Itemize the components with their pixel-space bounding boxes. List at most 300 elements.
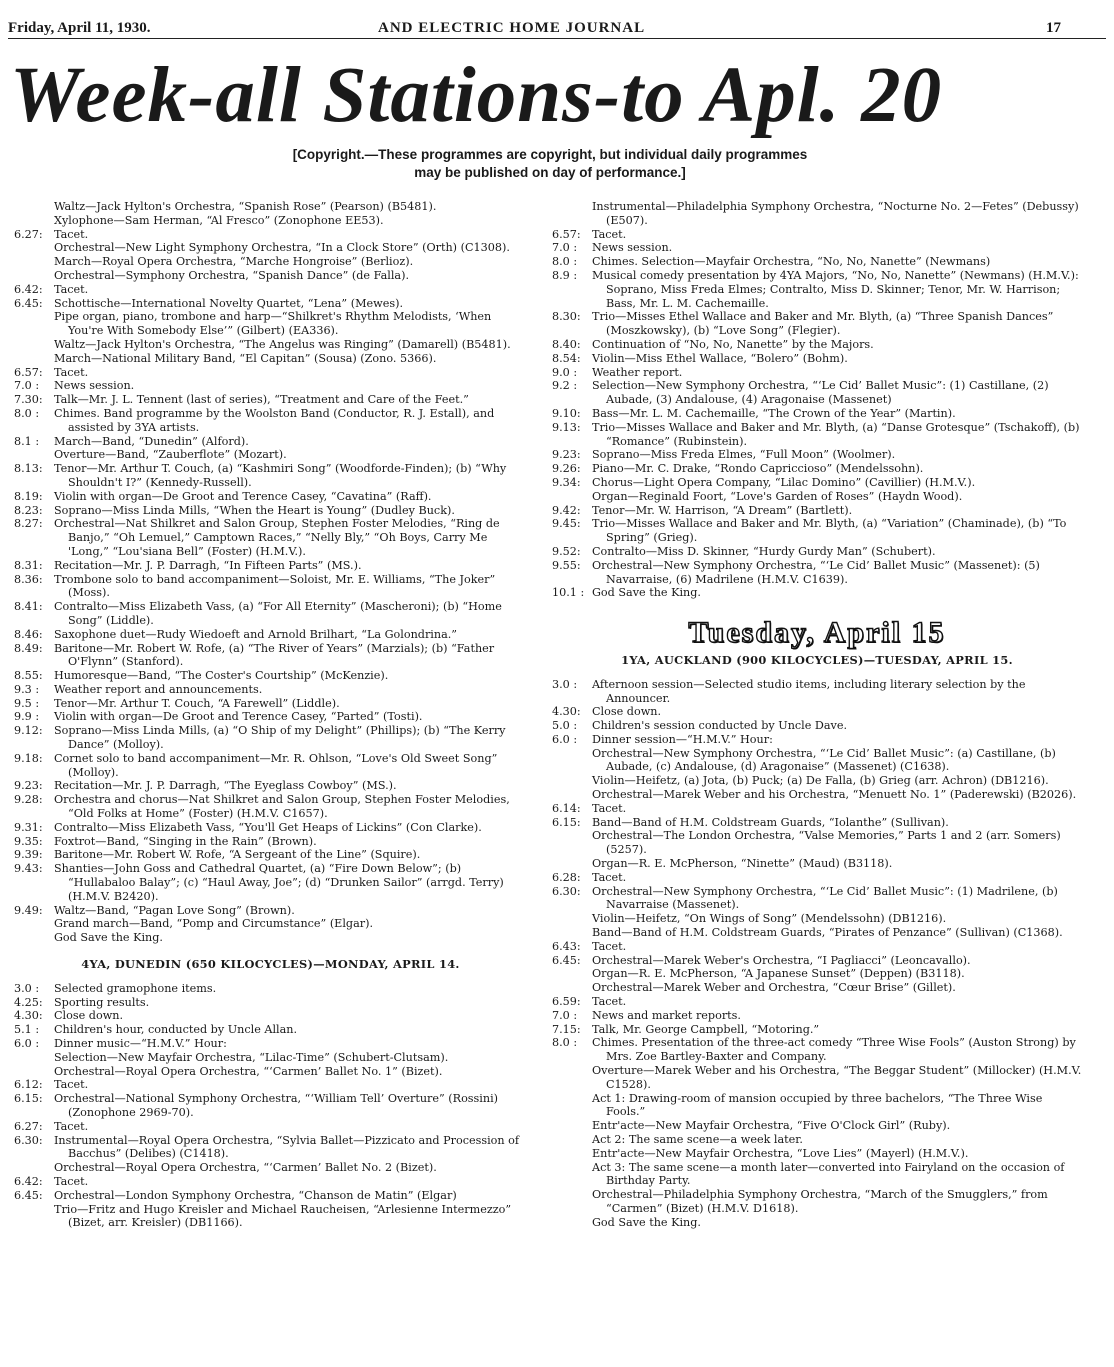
entry-text: Organ—R. E. McPherson, “A Japanese Sunset” (Deppen) (B3118). — [592, 967, 965, 981]
programme-entry — [14, 407, 527, 435]
programme-entry — [14, 379, 527, 393]
programme-entry — [14, 462, 527, 490]
programme-entry — [14, 504, 527, 518]
entry-text: Instrumental—Royal Opera Orchestra, “Sylvia Ballet—Pizzicato and Procession of Bacchus” (Delibes) (C1418). — [54, 1133, 520, 1161]
day-heading: Tuesday, April 15 — [688, 616, 946, 650]
programme-entry — [552, 1216, 1082, 1230]
entry-text: God Save the King. — [54, 931, 163, 945]
entry-text: Orchestral—Royal Opera Orchestra, “‘Carmen’ Ballet No. 1” (Bizet). — [54, 1064, 443, 1078]
entry-text: Orchestral—Marek Weber and Orchestra, “Cœur Brise” (Gillet). — [592, 981, 956, 995]
entry-text: Violin with organ—De Groot and Terence Casey, “Cavatina” (Raff). — [54, 489, 432, 503]
programme-entry — [552, 379, 1082, 407]
programme-entry — [552, 788, 1082, 802]
programme-entry — [14, 573, 527, 601]
entry-time: 6.15: — [14, 1092, 43, 1106]
programme-entry — [552, 871, 1082, 885]
entry-time: 9.39: — [14, 848, 43, 862]
entry-text: Children's hour, conducted by Uncle Allan. — [54, 1023, 298, 1037]
entry-text: Selected gramophone items. — [54, 981, 217, 995]
entry-time: 8.54: — [552, 351, 581, 365]
programme-entry — [552, 338, 1082, 352]
programme-entry — [14, 283, 527, 297]
programme-entry — [14, 752, 527, 780]
entry-text: Xylophone—Sam Herman, “Al Fresco” (Zonophone EE53). — [54, 213, 384, 227]
programme-entry — [552, 774, 1082, 788]
entry-time: 8.27: — [14, 517, 43, 531]
entry-text: Selection—New Mayfair Orchestra, “Lilac-Time” (Schubert-Clutsam). — [54, 1050, 449, 1064]
entry-text: Trio—Misses Wallace and Baker and Mr. Blyth, (a) “Variation” (Chaminade), (b) “To Spring” (Grieg). — [592, 517, 1067, 545]
programme-entry — [552, 1036, 1082, 1064]
programme-entry — [14, 1134, 527, 1162]
programme-entry — [552, 586, 1082, 600]
programme-entry — [552, 448, 1082, 462]
entry-text: Chorus—Light Opera Company, “Lilac Domino” (Cavillier) (H.M.V.). — [592, 475, 976, 489]
entry-text: Close down. — [592, 705, 662, 719]
journal-name: AND ELECTRIC HOME JOURNAL — [378, 20, 646, 36]
programme-entry — [552, 829, 1082, 857]
entry-time: 9.2 : — [552, 379, 578, 393]
entry-text: Grand march—Band, “Pomp and Circumstance” (Elgar). — [54, 917, 374, 931]
entry-text: Dinner session—“H.M.V.” Hour: — [592, 732, 773, 746]
programme-entry — [552, 747, 1082, 775]
entry-time: 7.0 : — [14, 379, 40, 393]
entry-text: Tacet. — [592, 801, 627, 815]
entry-text: Chimes. Presentation of the three-act comedy “Three Wise Fools” (Auston Strong) by Mrs. Zoe Bartley-Baxter and Company. — [592, 1036, 1076, 1064]
programme-entry — [14, 241, 527, 255]
programme-entry — [14, 793, 527, 821]
entry-time: 9.23: — [14, 779, 43, 793]
entry-time: 9.0 : — [552, 365, 578, 379]
programme-list-dunedin — [14, 982, 527, 1230]
entry-text: Saxophone duet—Rudy Wiedoeft and Arnold Brilhart, “La Golondrina.” — [54, 627, 458, 641]
entry-text: Trio—Misses Ethel Wallace and Baker and Mr. Blyth, (a) “Three Spanish Dances” (Moszkowsky), (b) “Love Song” (Flegier). — [592, 310, 1054, 338]
entry-text: Tacet. — [592, 995, 627, 1009]
programme-entry — [14, 517, 527, 558]
entry-time: 6.57: — [552, 227, 581, 241]
entry-text: Schottische—International Novelty Quartet, “Lena” (Mewes). — [54, 296, 403, 310]
entry-text: Orchestral—Marek Weber and his Orchestra, “Menuett No. 1” (Paderewski) (B2026). — [592, 788, 1077, 802]
entry-time: 7.15: — [552, 1022, 581, 1036]
entry-time: 6.12: — [14, 1078, 43, 1092]
entry-text: Tacet. — [54, 1174, 89, 1188]
programme-entry — [552, 407, 1082, 421]
entry-text: Soprano—Miss Linda Mills, “When the Heart is Young” (Dudley Buck). — [54, 503, 455, 517]
entry-time: 9.31: — [14, 820, 43, 834]
entry-time: 4.25: — [14, 995, 43, 1009]
entry-time: 8.1 : — [14, 434, 40, 448]
page-number: 17 — [1046, 20, 1061, 36]
entry-text: Chimes. Band programme by the Woolston Band (Conductor, R. J. Estall), and assisted by 3YA artists. — [54, 406, 495, 434]
entry-text: Humoresque—Band, “The Coster's Courtship” (McKenzie). — [54, 669, 389, 683]
programme-entry — [14, 835, 527, 849]
programme-entry — [14, 366, 527, 380]
right-column — [552, 200, 1082, 1230]
entry-text: March—Royal Opera Orchestra, “Marche Hongroise” (Berlioz). — [54, 255, 414, 269]
entry-time: 6.45: — [552, 953, 581, 967]
programme-entry — [14, 996, 527, 1010]
entry-text: Orchestral—New Symphony Orchestra, “‘Le Cid’ Ballet Music” (Massenet): (5) Navarraise, (6) Madrilene (H.M.V. C1639). — [592, 558, 1040, 586]
programme-entry — [14, 269, 527, 283]
entry-time: 9.26: — [552, 462, 581, 476]
programme-entry — [14, 1009, 527, 1023]
programme-entry — [552, 705, 1082, 719]
programme-entry — [14, 1203, 527, 1231]
programme-entry — [552, 1064, 1082, 1092]
programme-entry — [552, 1147, 1082, 1161]
programme-list-left — [14, 200, 527, 945]
programme-entry — [552, 816, 1082, 830]
programme-entry — [552, 504, 1082, 518]
issue-date: Friday, April 11, 1930. — [8, 20, 151, 36]
entry-text: Shanties—John Goss and Cathedral Quartet, (a) “Fire Down Below”; (b) “Hullabaloo Balay”; (c) “Haul Away, Joe”; (d) “Drunken Sailor” (arrgd. Terry) (H.M.V. B2420). — [54, 862, 504, 903]
entry-text: Selection—New Symphony Orchestra, “‘Le Cid’ Ballet Music”: (1) Castillane, (2) Aubade, (3) Andalouse, (4) Aragonaise (Massenet) — [592, 379, 1049, 407]
entry-time: 6.27: — [14, 1119, 43, 1133]
programme-entry — [14, 917, 527, 931]
entry-text: Tenor—Mr. Arthur T. Couch, “A Farewell” (Liddle). — [54, 696, 340, 710]
programme-entry — [552, 981, 1082, 995]
entry-time: 6.30: — [14, 1133, 43, 1147]
entry-time: 9.49: — [14, 903, 43, 917]
entry-time: 9.28: — [14, 793, 43, 807]
entry-text: Entr'acte—New Mayfair Orchestra, “Five O'Clock Girl” (Ruby). — [592, 1119, 951, 1133]
entry-time: 9.45: — [552, 517, 581, 531]
entry-text: Weather report and announcements. — [54, 682, 263, 696]
entry-time: 10.1 : — [552, 586, 585, 600]
programme-entry — [552, 926, 1082, 940]
entry-time: 5.0 : — [552, 719, 578, 733]
programme-list-auckland — [552, 678, 1082, 1230]
entry-time: 6.15: — [552, 815, 581, 829]
entry-time: 9.43: — [14, 862, 43, 876]
entry-text: Children's session conducted by Uncle Dave. — [592, 719, 848, 733]
entry-text: God Save the King. — [592, 1215, 701, 1229]
programme-entry — [552, 545, 1082, 559]
entry-time: 6.14: — [552, 801, 581, 815]
entry-text: Violin—Miss Ethel Wallace, “Bolero” (Bohm). — [592, 351, 848, 365]
entry-time: 6.30: — [552, 884, 581, 898]
entry-time: 8.0 : — [14, 406, 40, 420]
programme-entry — [14, 214, 527, 228]
entry-text: Trio—Misses Wallace and Baker and Mr. Blyth, (a) “Danse Grotesque” (Tschakoff), (b) “Romance” (Rubinstein). — [592, 420, 1080, 448]
programme-entry — [552, 1009, 1082, 1023]
programme-entry — [14, 1023, 527, 1037]
programme-entry — [552, 490, 1082, 504]
entry-time: 6.42: — [14, 282, 43, 296]
programme-entry — [14, 821, 527, 835]
programme-entry — [14, 710, 527, 724]
entry-text: Tacet. — [592, 939, 627, 953]
entry-time: 9.5 : — [14, 696, 40, 710]
entry-time: 8.0 : — [552, 1036, 578, 1050]
entry-text: Overture—Marek Weber and his Orchestra, “The Beggar Student” (Millocker) (H.M.V. C1528). — [592, 1064, 1082, 1091]
entry-text: Sporting results. — [54, 995, 150, 1009]
entry-text: Entr'acte—New Mayfair Orchestra, “Love Lies” (Mayerl) (H.M.V.). — [592, 1146, 969, 1160]
page-title: Week-all Stations-to Apl. 20 — [10, 52, 943, 139]
entry-text: March—Band, “Dunedin” (Alford). — [54, 434, 249, 448]
entry-time: 6.57: — [14, 365, 43, 379]
entry-time: 7.0 : — [552, 241, 578, 255]
programme-entry — [552, 954, 1082, 968]
entry-text: Close down. — [54, 1009, 124, 1023]
programme-entry — [14, 931, 527, 945]
programme-list-right — [552, 200, 1082, 600]
programme-entry — [552, 310, 1082, 338]
entry-time: 8.0 : — [552, 255, 578, 269]
entry-text: Band—Band of H.M. Coldstream Guards, “Iolanthe” (Sullivan). — [592, 815, 949, 829]
programme-entry — [552, 995, 1082, 1009]
programme-entry — [552, 885, 1082, 913]
programme-entry — [552, 559, 1082, 587]
entry-text: Musical comedy presentation by 4YA Majors, “No, No, Nanette” (Newmans) (H.M.V.): Soprano, Miss Freda Elmes; Contralto, Miss D. Skinner; Tenor, Mr. W. Harrison; Bass, Mr. L. M. Cachemaille. — [592, 268, 1079, 310]
programme-entry — [14, 1161, 527, 1175]
entry-text: Trio—Fritz and Hugo Kreisler and Michael Raucheisen, “Arlesienne Intermezzo” (Bizet, arr. Kreisler) (DB1166). — [54, 1202, 512, 1230]
entry-text: Talk—Mr. J. L. Tennent (last of series), “Treatment and Care of the Feet.” — [54, 393, 469, 407]
programme-entry — [14, 1051, 527, 1065]
programme-entry — [552, 912, 1082, 926]
programme-entry — [14, 435, 527, 449]
programme-entry — [14, 642, 527, 670]
entry-time: 7.30: — [14, 393, 43, 407]
entry-text: Continuation of “No, No, Nanette” by the Majors. — [592, 337, 874, 351]
running-header — [8, 10, 1106, 38]
entry-text: Talk, Mr. George Campbell, “Motoring.” — [592, 1022, 820, 1036]
programme-entry — [552, 1188, 1082, 1216]
entry-text: Orchestral—Philadelphia Symphony Orchestra, “March of the Smugglers,” from “Carmen” (Bizet) (H.M.V. D1618). — [592, 1188, 1048, 1215]
entry-time: 9.9 : — [14, 710, 40, 724]
entry-text: Tacet. — [54, 282, 89, 296]
entry-text: Tacet. — [54, 1078, 89, 1092]
programme-entry — [14, 297, 527, 311]
entry-text: News and market reports. — [592, 1008, 741, 1022]
entry-text: Band—Band of H.M. Coldstream Guards, “Pirates of Penzance” (Sullivan) (C1368). — [592, 926, 1063, 940]
programme-entry — [14, 697, 527, 711]
entry-text: Orchestral—National Symphony Orchestra, “‘William Tell’ Overture” (Rossini) (Zonophone 2969-70). — [54, 1092, 499, 1119]
entry-text: Act 1: Drawing-room of mansion occupied by three bachelors, “The Three Wise Fools.” — [592, 1091, 1043, 1119]
entry-text: Tenor—Mr. W. Harrison, “A Dream” (Bartlett). — [592, 503, 853, 517]
entry-time: 8.23: — [14, 503, 43, 517]
entry-text: Tacet. — [54, 1119, 89, 1133]
entry-text: Act 3: The same scene—a month later—converted into Fairyland on the occasion of Birthday Party. — [592, 1160, 1065, 1188]
programme-entry — [14, 1092, 527, 1120]
entry-time: 8.19: — [14, 489, 43, 503]
entry-text: Waltz—Jack Hylton's Orchestra, “Spanish Rose” (Pearson) (B5481). — [54, 200, 437, 213]
entry-text: Instrumental—Philadelphia Symphony Orchestra, “Nocturne No. 2—Fetes” (Debussy) (E507). — [592, 200, 1079, 227]
programme-entry — [552, 255, 1082, 269]
programme-entry — [552, 352, 1082, 366]
programme-entry — [552, 1161, 1082, 1189]
entry-time: 6.0 : — [552, 732, 578, 746]
programme-entry — [552, 517, 1082, 545]
entry-text: Orchestral—Royal Opera Orchestra, “‘Carmen’ Ballet No. 2 (Bizet). — [54, 1161, 437, 1175]
programme-entry — [552, 241, 1082, 255]
programme-entry — [14, 200, 527, 214]
entry-text: Piano—Mr. C. Drake, “Rondo Capriccioso” (Mendelssohn). — [592, 462, 924, 476]
entry-time: 6.0 : — [14, 1037, 40, 1051]
entry-time: 8.31: — [14, 558, 43, 572]
entry-text: Orchestral—Symphony Orchestra, “Spanish Dance” (de Falla). — [54, 268, 410, 282]
entry-text: Organ—R. E. McPherson, “Ninette” (Maud) (B3118). — [592, 857, 893, 871]
station-heading-auckland: 1YA, AUCKLAND (900 KILOCYCLES)—TUESDAY, APRIL 15. — [621, 652, 1013, 667]
entry-time: 3.0 : — [14, 981, 40, 995]
programme-entry — [552, 1092, 1082, 1120]
entry-text: Orchestral—New Symphony Orchestra, “‘Le Cid’ Ballet Music”: (1) Madrilene, (b) Navarraise (Massenet). — [592, 884, 1058, 912]
programme-entry — [14, 310, 527, 338]
entry-text: Violin—Heifetz, (a) Jota, (b) Puck; (a) De Falla, (b) Grieg (arr. Achron) (DB1216). — [592, 774, 1049, 788]
entry-text: Recitation—Mr. J. P. Darragh, “The Eyeglass Cowboy” (MS.). — [54, 779, 397, 793]
entry-text: Orchestral—New Light Symphony Orchestra, “In a Clock Store” (Orth) (C1308). — [54, 241, 510, 255]
entry-text: Orchestral—The London Orchestra, “Valse Memories,” Parts 1 and 2 (arr. Somers) (5257). — [592, 829, 1061, 857]
programme-entry — [14, 1078, 527, 1092]
entry-time: 8.40: — [552, 337, 581, 351]
entry-text: Soprano—Miss Freda Elmes, “Full Moon” (Woolmer). — [592, 448, 896, 462]
programme-entry — [14, 393, 527, 407]
entry-text: Tacet. — [54, 227, 89, 241]
programme-entry — [14, 255, 527, 269]
entry-text: Trombone solo to band accompaniment—Soloist, Mr. E. Williams, “The Joker” (Moss). — [54, 572, 496, 600]
programme-entry — [14, 628, 527, 642]
entry-text: Tacet. — [592, 227, 627, 241]
entry-text: Soprano—Miss Linda Mills, (a) “O Ship of my Delight” (Phillips); (b) “The Kerry Dance” (Molloy). — [54, 724, 506, 752]
programme-entry — [14, 490, 527, 504]
entry-text: Waltz—Band, “Pagan Love Song” (Brown). — [54, 903, 295, 917]
programme-entry — [14, 1120, 527, 1134]
entry-time: 8.41: — [14, 600, 43, 614]
entry-text: Organ—Reginald Foort, “Love's Garden of Roses” (Haydn Wood). — [592, 489, 963, 503]
programme-entry — [14, 862, 527, 903]
programme-entry — [14, 1189, 527, 1203]
programme-entry — [552, 940, 1082, 954]
entry-time: 9.23: — [552, 448, 581, 462]
entry-text: Overture—Band, “Zauberflote” (Mozart). — [54, 448, 287, 462]
programme-entry — [552, 462, 1082, 476]
programme-entry — [552, 200, 1082, 228]
entry-time: 4.30: — [14, 1009, 43, 1023]
entry-time: 9.35: — [14, 834, 43, 848]
entry-text: Contralto—Miss D. Skinner, “Hurdy Gurdy Man” (Schubert). — [592, 544, 936, 558]
programme-entry — [552, 967, 1082, 981]
entry-text: Recitation—Mr. J. P. Darragh, “In Fifteen Parts” (MS.). — [54, 558, 362, 572]
programme-entry — [552, 366, 1082, 380]
entry-time: 8.46: — [14, 627, 43, 641]
programme-entry — [552, 857, 1082, 871]
entry-text: Contralto—Miss Elizabeth Vass, “You'll Get Heaps of Lickins” (Con Clarke). — [54, 820, 482, 834]
copyright-notice: [Copyright.—These programmes are copyright, but individual daily programmes may be published on day of performance.] — [292, 147, 808, 180]
entry-text: Tacet. — [592, 870, 627, 884]
entry-text: God Save the King. — [592, 586, 701, 600]
entry-time: 9.52: — [552, 544, 581, 558]
entry-time: 6.28: — [552, 870, 581, 884]
programme-entry — [552, 719, 1082, 733]
entry-time: 8.55: — [14, 669, 43, 683]
entry-text: News session. — [54, 379, 135, 393]
entry-text: Orchestral—London Symphony Orchestra, “Chanson de Matin” (Elgar) — [54, 1188, 457, 1202]
entry-text: Violin—Heifetz, “On Wings of Song” (Mendelssohn) (DB1216). — [592, 912, 947, 926]
entry-time: 9.10: — [552, 406, 581, 420]
entry-time: 9.42: — [552, 503, 581, 517]
entry-time: 3.0 : — [552, 677, 578, 691]
entry-time: 9.55: — [552, 558, 581, 572]
programme-entry — [14, 848, 527, 862]
entry-time: 9.18: — [14, 751, 43, 765]
programme-entry — [14, 559, 527, 573]
programme-entry — [552, 228, 1082, 242]
programme-entry — [14, 228, 527, 242]
programme-entry — [14, 982, 527, 996]
entry-time: 8.36: — [14, 572, 43, 586]
programme-entry — [14, 1065, 527, 1079]
entry-text: Foxtrot—Band, “Singing in the Rain” (Brown). — [54, 834, 317, 848]
entry-time: 8.30: — [552, 310, 581, 324]
entry-text: Contralto—Miss Elizabeth Vass, (a) “For All Eternity” (Mascheroni); (b) “Home Song” (Liddle). — [54, 600, 502, 627]
entry-time: 6.42: — [14, 1174, 43, 1188]
entry-time: 4.30: — [552, 705, 581, 719]
entry-text: Orchestral—Nat Shilkret and Salon Group, Stephen Foster Melodies, “Ring de Banjo,” “Oh Lemuel,” Camptown Races,” “Nelly Bly,” “Oh Boys, Carry Me 'Long,” “Lou'siana Bell” (Foster) (H.M.V.). — [54, 517, 500, 558]
programme-entry — [552, 802, 1082, 816]
programme-entry — [14, 352, 527, 366]
programme-entry — [552, 1119, 1082, 1133]
entry-time: 6.27: — [14, 227, 43, 241]
programme-entry — [552, 476, 1082, 490]
programme-entry — [14, 448, 527, 462]
programme-entry — [14, 724, 527, 752]
entry-text: Bass—Mr. L. M. Cachemaille, “The Crown of the Year” (Martin). — [592, 406, 956, 420]
entry-text: March—National Military Band, “El Capitan” (Sousa) (Zono. 5366). — [54, 351, 437, 365]
entry-text: News session. — [592, 241, 673, 255]
entry-time: 6.45: — [14, 1188, 43, 1202]
entry-text: Cornet solo to band accompaniment—Mr. R. Ohlson, “Love's Old Sweet Song” (Molloy). — [54, 751, 498, 779]
entry-text: Afternoon session—Selected studio items, including literary selection by the Announcer. — [592, 677, 1026, 705]
entry-text: Tacet. — [54, 365, 89, 379]
entry-text: Orchestral—Marek Weber's Orchestra, “I Pagliacci” (Leoncavallo). — [592, 953, 971, 967]
entry-text: Violin with organ—De Groot and Terence Casey, “Parted” (Tosti). — [54, 710, 423, 724]
entry-time: 9.3 : — [14, 682, 40, 696]
entry-time: 6.43: — [552, 939, 581, 953]
entry-time: 8.49: — [14, 641, 43, 655]
programme-entry — [14, 1037, 527, 1051]
entry-text: Dinner music—“H.M.V.” Hour: — [54, 1037, 227, 1051]
programme-entry — [14, 779, 527, 793]
entry-time: 9.13: — [552, 420, 581, 434]
entry-time: 9.12: — [14, 724, 43, 738]
programme-entry — [552, 269, 1082, 310]
entry-time: 6.59: — [552, 995, 581, 1009]
entry-text: Orchestra and chorus—Nat Shilkret and Salon Group, Stephen Foster Melodies, “Old Folks at Home” (Foster) (H.M.V. C1657). — [54, 793, 510, 821]
entry-text: Chimes. Selection—Mayfair Orchestra, “No, No, Nanette” (Newmans) — [592, 255, 991, 269]
programme-entry — [14, 338, 527, 352]
programme-entry — [552, 421, 1082, 449]
entry-text: Baritone—Mr. Robert W. Rofe, “A Sergeant of the Line” (Squire). — [54, 848, 421, 862]
entry-time: 8.9 : — [552, 268, 578, 282]
entry-text: Baritone—Mr. Robert W. Rofe, (a) “The River of Years” (Marzials); (b) “Father O'Flynn” (Stanford). — [54, 641, 495, 669]
entry-time: 6.45: — [14, 296, 43, 310]
header-rule — [8, 38, 1106, 39]
entry-text: Waltz—Jack Hylton's Orchestra, “The Angelus was Ringing” (Damarell) (B5481). — [54, 337, 511, 351]
entry-time: 8.13: — [14, 462, 43, 476]
left-column — [14, 200, 527, 1230]
station-heading-dunedin: 4YA, DUNEDIN (650 KILOCYCLES)—MONDAY, APRIL 14. — [81, 957, 460, 972]
entry-text: Orchestral—New Symphony Orchestra, “‘Le Cid’ Ballet Music”: (a) Castillane, (b) Aubade, (c) Andalouse, (d) Aragonaise” (Massenet) (C1638). — [592, 746, 1056, 774]
programme-entry — [14, 600, 527, 628]
entry-text: Weather report. — [592, 365, 683, 379]
entry-text: Act 2: The same scene—a week later. — [592, 1133, 803, 1146]
programme-entry — [552, 733, 1082, 747]
entry-text: Pipe organ, piano, trombone and harp—“Shilkret's Rhythm Melodists, ‘When You're With Somebody Else’” (Gilbert) (EA336). — [54, 310, 492, 338]
programme-entry — [552, 1133, 1082, 1147]
programme-entry — [14, 683, 527, 697]
programme-entry — [552, 678, 1082, 706]
programme-entry — [14, 669, 527, 683]
programme-entry — [14, 904, 527, 918]
